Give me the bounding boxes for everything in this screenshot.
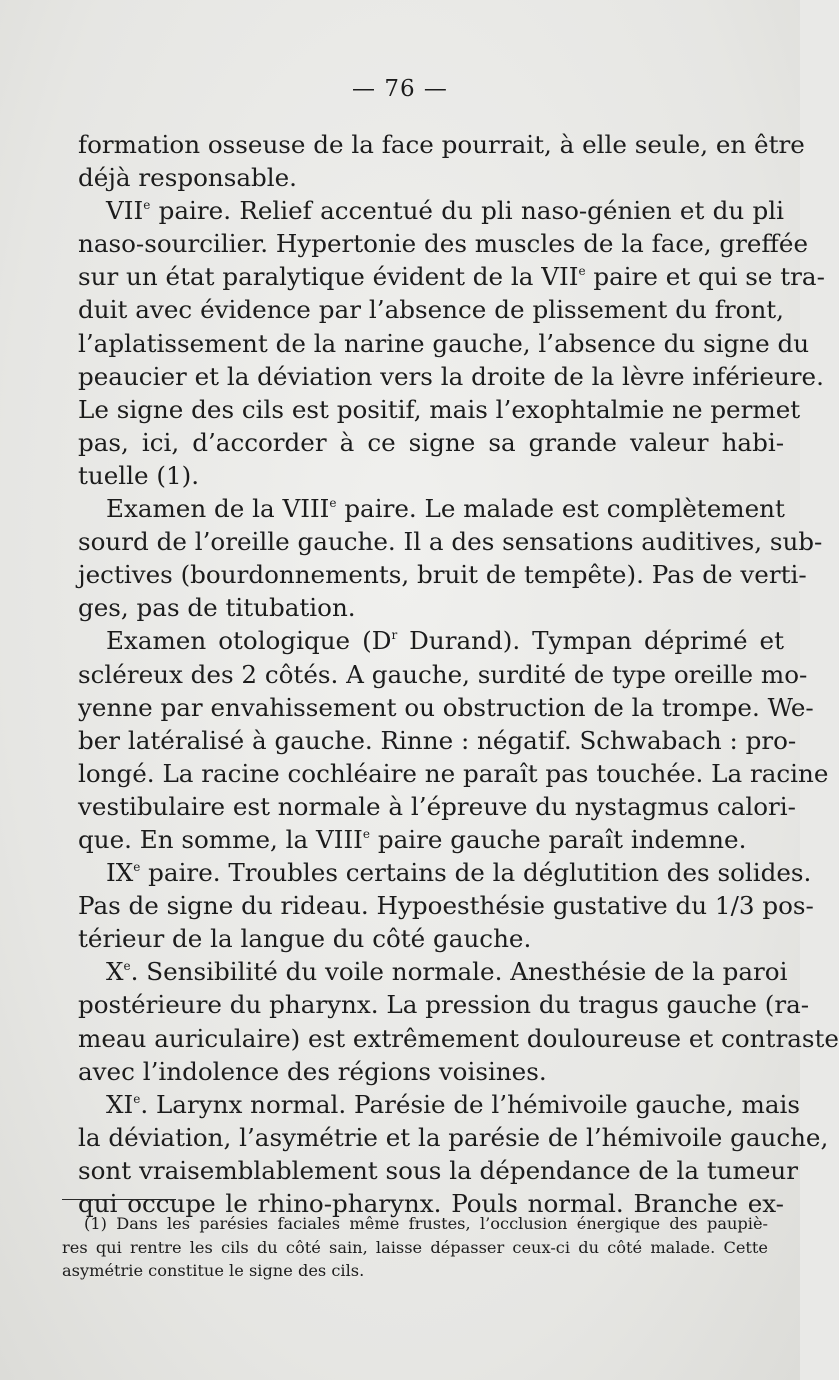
text-line	[78, 757, 829, 790]
superscript: e	[133, 860, 141, 875]
text-line	[78, 360, 824, 393]
text-line	[78, 393, 801, 426]
line-text: formation osseuse de la face pourrait, à elle seule, en être	[78, 130, 805, 159]
text-line	[78, 492, 784, 525]
line-text-rest: Durand). Tympan déprimé et	[397, 626, 784, 656]
line-text: asymétrie constitue le signe des cils.	[62, 1261, 365, 1280]
line-text: VII	[106, 196, 144, 226]
text-line	[78, 1154, 799, 1187]
text-line	[78, 889, 814, 922]
line-text: postérieure du pharynx. La pression du tragus gauche (ra-	[78, 990, 810, 1020]
text-line	[78, 1055, 784, 1088]
text-line	[78, 260, 825, 293]
line-text: (1) Dans les parésies faciales même frustes, l’occlusion énergique des paupiè-	[84, 1214, 768, 1233]
line-text: que. En somme, la VIII	[78, 824, 363, 854]
text-line	[78, 624, 784, 657]
text-line	[78, 227, 809, 260]
line-text: res qui rentre les cils du côté sain, laisse dépasser ceux-ci du côté malade. Cette	[62, 1237, 768, 1257]
text-line	[78, 955, 788, 988]
text-line	[78, 194, 784, 227]
body-text	[78, 128, 839, 1220]
superscript: e	[329, 496, 337, 511]
text-line	[78, 426, 784, 459]
line-text-rest: paire. Troubles certains de la déglutition des solides.	[140, 858, 812, 888]
footnote-line	[62, 1212, 768, 1236]
line-text: l’aplatissement de la narine gauche, l’absence du signe du	[78, 328, 810, 358]
line-text: yenne par envahissement ou obstruction de la trompe. We-	[78, 692, 814, 722]
line-text: tuelle (1).	[78, 460, 200, 490]
line-text: scléreux des 2 côtés. A gauche, surdité de type oreille mo-	[78, 659, 808, 689]
line-text: ber latéralisé à gauche. Rinne : négatif. Schwabach : pro-	[78, 725, 797, 755]
text-line	[78, 459, 784, 492]
line-text: Examen de la VIII	[106, 494, 330, 524]
line-text: IX	[106, 858, 134, 888]
footnote-line	[62, 1259, 768, 1283]
text-line	[78, 128, 805, 161]
line-text: sur un état paralytique évident de la VII	[78, 262, 579, 292]
text-line	[78, 1022, 839, 1055]
line-text: peaucier et la déviation vers la droite de la lèvre inférieure.	[78, 361, 824, 391]
line-text: Pas de signe du rideau. Hypoesthésie gustative du 1/3 pos-	[78, 891, 814, 921]
line-text: longé. La racine cochléaire ne paraît pas touchée. La racine	[78, 758, 829, 788]
line-text: XI	[106, 1089, 134, 1119]
line-text-rest: . Larynx normal. Parésie de l’hémivoile gauche, mais	[140, 1089, 801, 1119]
line-text: duit avec évidence par l’absence de plissement du front,	[78, 295, 784, 325]
text-line	[78, 161, 784, 194]
line-text: sourd de l’oreille gauche. Il a des sensations auditives, sub-	[78, 527, 823, 557]
line-text: jectives (bourdonnements, bruit de tempête). Pas de verti-	[78, 560, 807, 590]
line-text-rest: paire et qui se tra-	[585, 262, 825, 292]
superscript: e	[143, 198, 151, 213]
footnote-line	[62, 1236, 768, 1260]
superscript: e	[123, 959, 131, 974]
text-line	[78, 591, 784, 624]
text-line	[78, 658, 808, 691]
superscript: r	[391, 628, 398, 643]
superscript: e	[362, 826, 371, 841]
superscript: e	[133, 1091, 141, 1106]
text-line	[78, 1121, 829, 1154]
line-text: sont vraisemblablement sous la dépendance de la tumeur	[78, 1155, 799, 1185]
text-line	[78, 790, 796, 823]
text-line	[78, 293, 784, 326]
line-text-rest: paire. Relief accentué du pli naso-génien et du pli	[150, 196, 784, 226]
text-line	[78, 525, 823, 558]
line-text: qui occupe le rhino-pharynx. Pouls normal. Branche ex-	[78, 1189, 784, 1218]
line-text-rest: . Sensibilité du voile normale. Anesthésie de la paroi	[130, 957, 788, 987]
line-text: térieur de la langue du côté gauche.	[78, 924, 532, 954]
superscript: e	[578, 264, 586, 279]
footnote	[62, 1212, 768, 1283]
text-line	[78, 691, 814, 724]
text-line	[78, 724, 797, 757]
line-text: naso-sourcilier. Hypertonie des muscles de la face, greffée	[78, 229, 809, 259]
line-text: avec l’indolence des régions voisines.	[78, 1056, 547, 1086]
line-text: X	[106, 957, 124, 987]
text-line	[78, 922, 784, 955]
page-number: — 76 —	[352, 76, 448, 102]
text-line	[78, 823, 784, 856]
line-text: meau auriculaire) est extrêmement douloureuse et contraste	[78, 1023, 839, 1053]
text-line	[78, 988, 810, 1021]
text-line	[78, 327, 810, 360]
line-text: Examen otologique (D	[106, 626, 392, 656]
line-text: vestibulaire est normale à l’épreuve du nystagmus calori-	[78, 791, 796, 821]
line-text-rest: paire. Le malade est complètement	[336, 494, 785, 524]
line-text: pas, ici, d’accorder à ce signe sa grande valeur habi-	[78, 427, 784, 457]
text-line	[78, 558, 807, 591]
line-text: déjà responsable.	[78, 163, 297, 193]
line-text-rest: paire gauche paraît indemne.	[370, 824, 747, 854]
text-line	[78, 1088, 801, 1121]
line-text: Le signe des cils est positif, mais l’exophtalmie ne permet	[78, 394, 801, 424]
line-text: la déviation, l’asymétrie et la parésie de l’hémivoile gauche,	[78, 1122, 829, 1152]
text-line	[78, 856, 812, 889]
line-text: ges, pas de titubation.	[78, 593, 356, 623]
footnote-rule	[62, 1199, 176, 1200]
